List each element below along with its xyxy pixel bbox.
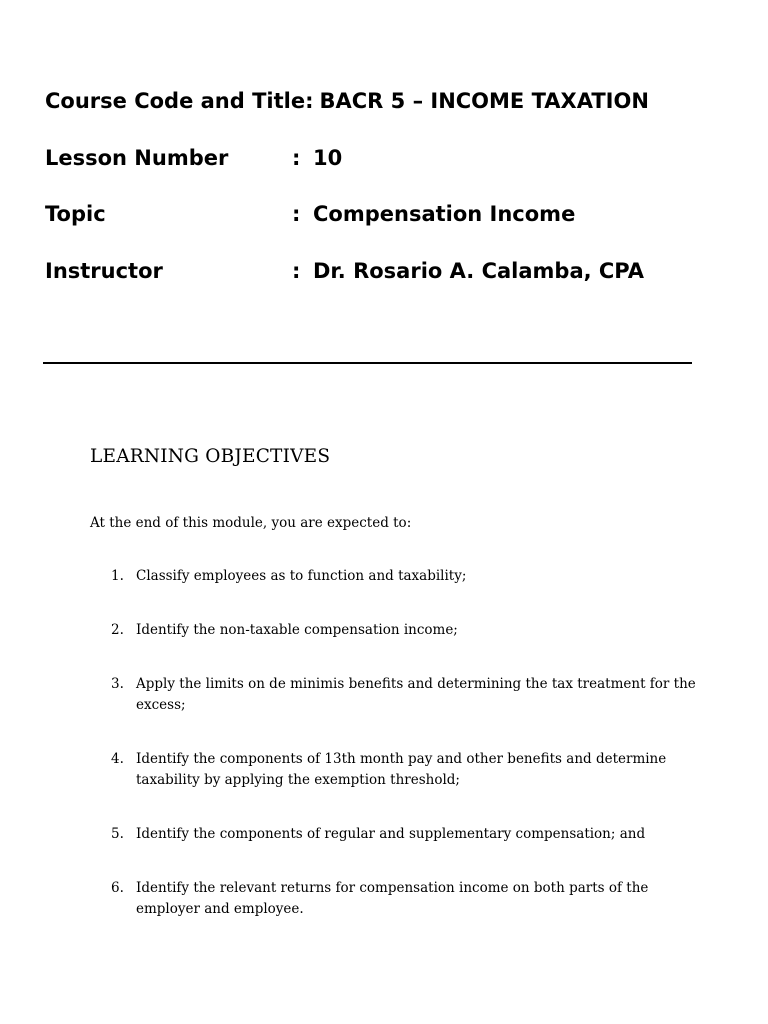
objective-text: Apply the limits on de minimis benefits and determining the tax treatment for the excess;: [136, 676, 696, 713]
topic-colon: :: [292, 202, 301, 226]
course-title-row: [45, 82, 725, 139]
topic-row: [45, 195, 725, 252]
objective-item: [90, 824, 710, 845]
intro-text: At the end of this module, you are expected to:: [90, 515, 412, 531]
course-header: [45, 82, 725, 308]
objective-number: 5.: [111, 826, 124, 842]
learning-objectives-section: [90, 444, 710, 953]
course-title-value: BACR 5 – INCOME TAXATION: [319, 89, 649, 113]
topic-label: Topic: [45, 202, 106, 226]
objective-text: Classify employees as to function and taxability;: [136, 568, 467, 584]
instructor-value: Dr. Rosario A. Calamba, CPA: [313, 258, 645, 283]
objective-text: Identify the components of 13th month pay and other benefits and determine taxability by applying the exemption threshold;: [136, 751, 667, 788]
lesson-number-value: 10: [313, 145, 343, 170]
topic-value: Compensation Income: [313, 202, 576, 226]
instructor-label: Instructor: [45, 258, 163, 283]
objective-number: 2.: [111, 622, 124, 638]
objective-item: [90, 749, 710, 791]
instructor-row: [45, 252, 725, 309]
objective-text: Identify the components of regular and supplementary compensation; and: [136, 826, 646, 842]
course-title-label: Course Code and Title:: [45, 89, 314, 113]
objective-number: 1.: [111, 568, 124, 584]
objective-text: Identify the relevant returns for compensation income on both parts of the employer and employee.: [136, 880, 649, 917]
objective-number: 6.: [111, 880, 124, 896]
lesson-number-row: [45, 139, 725, 196]
objective-number: 3.: [111, 676, 124, 692]
objective-number: 4.: [111, 751, 124, 767]
objective-text: Identify the non-taxable compensation income;: [136, 622, 458, 638]
section-heading: LEARNING OBJECTIVES: [90, 446, 331, 467]
header-divider: [43, 362, 692, 364]
objectives-list: [90, 566, 710, 920]
objective-item: [90, 566, 710, 587]
objective-item: [90, 674, 710, 716]
objective-item: [90, 878, 710, 920]
lesson-number-colon: :: [292, 145, 301, 170]
objective-item: [90, 620, 710, 641]
instructor-colon: :: [292, 258, 301, 283]
lesson-number-label: Lesson Number: [45, 145, 229, 170]
